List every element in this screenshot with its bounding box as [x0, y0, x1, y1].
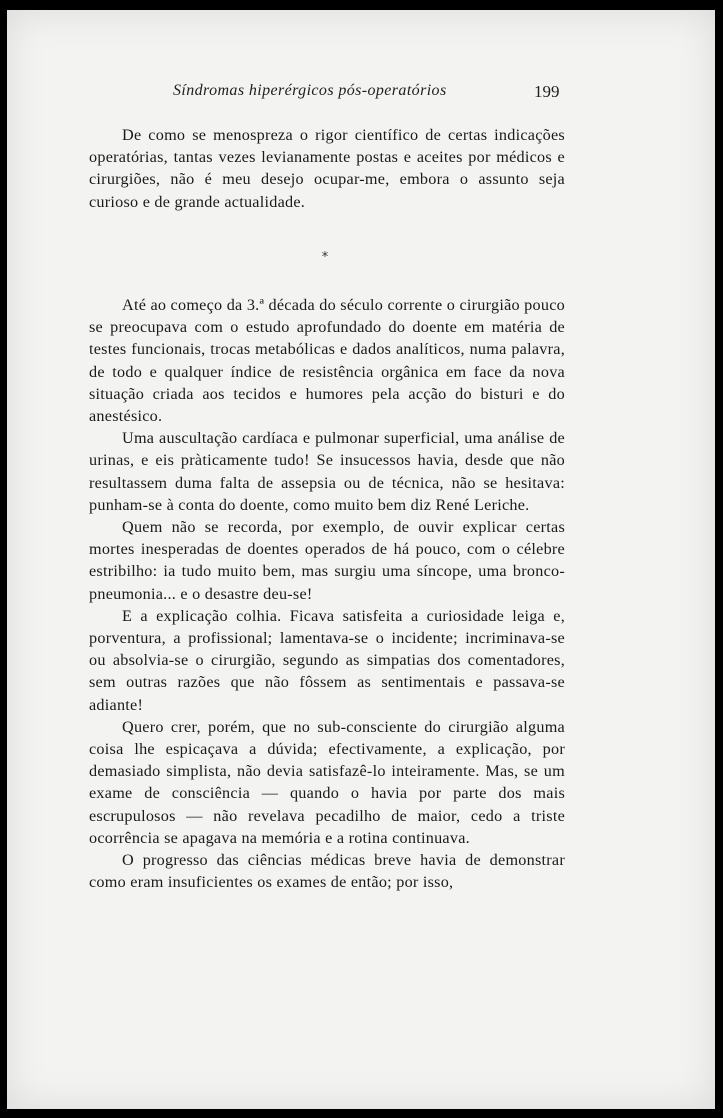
book-page	[7, 10, 715, 1109]
page-header	[7, 82, 715, 106]
paragraph: Quero crer, porém, que no sub-consciente do cirurgião alguma coisa lhe espicaçava a dúvida; efectivamente, a explicação, por demasiado simplista, não devia satisfazê-lo inteiramente. Mas, se um exame de consciência — quando o havia por parte dos mais escrupulosos — não revelava pecadilho de maior, cedo a triste ocorrência se apagava na memória e a rotina continuava.	[89, 717, 565, 847]
main-text-block	[89, 294, 565, 893]
paragraph: O progresso das ciências médicas breve havia de demonstrar como eram insuficientes os exames de então; por isso,	[89, 851, 565, 892]
paragraph: De como se menospreza o rigor científico de certas indicações operatórias, tantas vezes levianamente postas e aceites por médicos e cirurgiões, não é meu desejo ocupar-me, embora o assunto seja curioso e de grande actualidade.	[89, 126, 565, 211]
section-separator-asterisk: *	[321, 250, 329, 265]
paragraph: E a explicação colhia. Ficava satisfeita a curiosidade leiga e, porventura, a profissional; lamentava-se o incidente; incriminava-se ou absolvia-se o cirurgião, segundo as simpatias dos comentadores, sem outras razões que não fôssem as sentimentais e passava-se adiante!	[89, 606, 565, 714]
intro-block	[89, 124, 565, 213]
paragraph: Quem não se recorda, por exemplo, de ouvir explicar certas mortes inesperadas de doentes operados de há pouco, com o célebre estribilho: ia tudo muito bem, mas surgiu uma síncope, uma bronco-pneumonia... e o desastre deu-se!	[89, 518, 565, 603]
paragraph: Até ao começo da 3.ª década do século corrente o cirurgião pouco se preocupava com o estudo aprofundado do doente em matéria de testes funcionais, trocas metabólicas e dados analíticos, numa palavra, de todo e qualquer índice de resistência orgânica em face da nova situação criada aos tecidos e humores pela acção do bisturi e do anestésico.	[89, 296, 565, 426]
page-number: 199	[534, 82, 560, 101]
paragraph: Uma auscultação cardíaca e pulmonar superficial, uma análise de urinas, e eis pràticamente tudo! Se insucessos havia, desde que não resultassem duma falta de assepsia ou de técnica, não se hesitava: punham-se à conta do doente, como muito bem diz René Leriche.	[89, 429, 565, 514]
running-title: Síndromas hiperérgicos pós-operatórios	[173, 82, 447, 99]
